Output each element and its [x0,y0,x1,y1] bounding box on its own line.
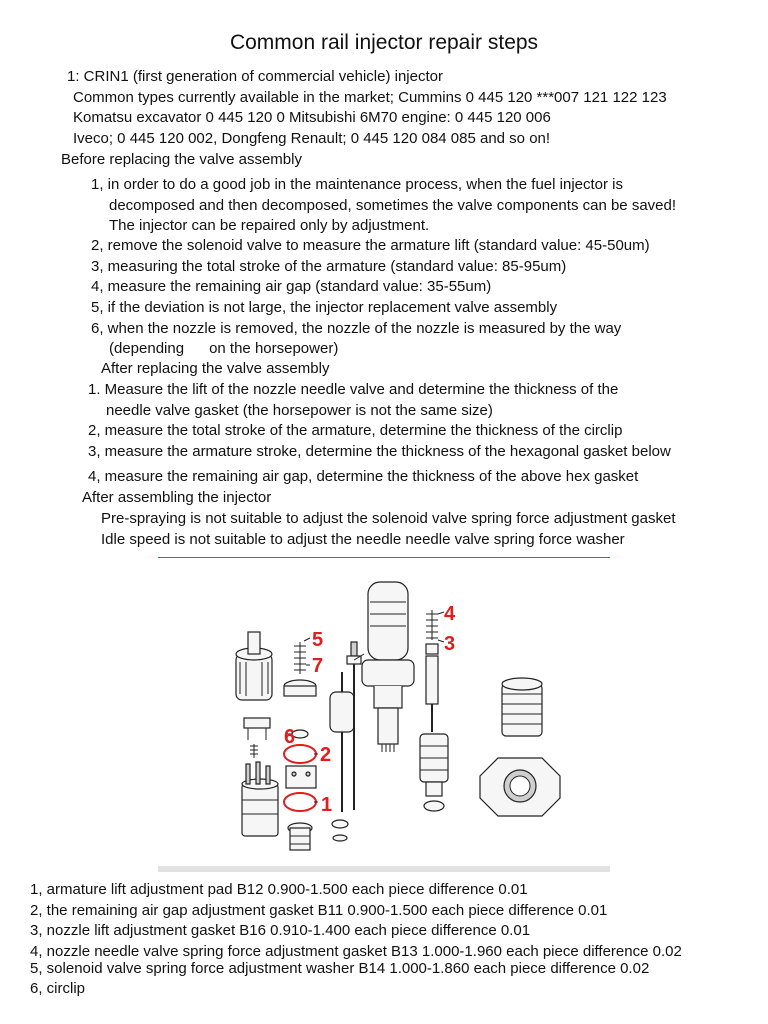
callout-7: 7 [312,655,324,677]
clamp-part [480,758,560,816]
assembling-heading: After assembling the injector [82,489,272,506]
nozzle-washer-part [424,801,444,811]
solenoid-cap-part [236,632,272,700]
nozzle-needle-part [426,656,438,732]
before-step-5: 5, if the deviation is not large, the injector replacement valve assembly [91,299,558,316]
before-step-2: 2, remove the solenoid valve to measure the armature lift (standard value: 45-50um) [91,237,650,254]
legend-item-6: 6, circlip [30,980,86,997]
before-heading: Before replacing the valve assembly [61,151,302,168]
intro-line-2: Common types currently available in the market; Cummins 0 445 120 ***007 121 122 123 [73,89,667,106]
callout-1: 1 [321,794,333,816]
coupling-nut-part [502,678,542,736]
callout-2: 2 [320,744,332,766]
legend-item-4: 4, nozzle needle valve spring force adjustment gasket B13 1.000-1.960 each piece difference 0.02 [30,943,682,960]
solenoid-body-part [242,762,278,836]
callout-5: 5 [312,629,324,651]
before-step-6-line-2: (depending on the horsepower) [109,340,339,357]
assembling-line-1: Pre-spraying is not suitable to adjust the solenoid valve spring force adjustment gasket [101,510,676,527]
connector-bracket-part [244,718,270,740]
legend-item-2: 2, the remaining air gap adjustment gasket B11 0.900-1.500 each piece difference 0.01 [30,902,608,919]
intro-line-4: Iveco; 0 445 120 002, Dongfeng Renault; 0 445 120 084 085 and so on! [73,130,551,147]
valve-plate-part [286,766,316,788]
injector-body-part [354,582,414,752]
after-step-3: 3, measure the armature stroke, determine the thickness of the hexagonal gasket below [88,443,671,460]
nozzle-nut-part [420,734,448,796]
after-step-1-line-2: needle valve gasket (the horsepower is not the same size) [106,402,493,419]
legend-item-5: 5, solenoid valve spring force adjustment washer B14 1.000-1.860 each piece difference 0.02 [30,960,650,977]
assembling-line-2: Idle speed is not suitable to adjust the needle needle valve spring force washer [101,531,625,548]
needle-spring-part [426,610,438,654]
valve-needle-part [330,642,361,812]
after-step-1-line-1: 1. Measure the lift of the nozzle needle valve and determine the thickness of the [88,381,619,398]
before-step-3: 3, measuring the total stroke of the armature (standard value: 85-95um) [91,258,567,275]
gasket-1-ring [284,793,316,811]
diagram-bottom-strip [158,866,610,872]
legend-item-1: 1, armature lift adjustment pad B12 0.900-1.500 each piece difference 0.01 [30,881,528,898]
before-step-1-line-3: The injector can be repaired only by adjustment. [109,217,430,234]
page-title: Common rail injector repair steps [229,31,539,54]
before-step-4: 4, measure the remaining air gap (standard value: 35-55um) [91,278,492,295]
before-step-6-line-1: 6, when the nozzle is removed, the nozzle of the nozzle is measured by the way [91,320,622,337]
small-spring-part [250,744,258,758]
callout-6: 6 [284,726,296,748]
valve-piece-part [288,823,312,850]
small-ring-part [333,835,347,841]
legend-item-3: 3, nozzle lift adjustment gasket B16 0.910-1.400 each piece difference 0.01 [30,922,531,939]
after-step-2: 2, measure the total stroke of the armature, determine the thickness of the circlip [88,422,623,439]
intro-line-1: 1: CRIN1 (first generation of commercial vehicle) injector [67,68,443,85]
before-step-1-line-1: 1, in order to do a good job in the maintenance process, when the fuel injector is [91,176,623,193]
callout-4: 4 [444,603,456,625]
intro-line-3: Komatsu excavator 0 445 120 0 Mitsubishi 6M70 engine: 0 445 120 006 [73,109,551,126]
small-washer-part [332,820,348,828]
before-step-1-line-2: decomposed and then decomposed, sometimes the valve components can be saved! [109,197,677,214]
section-divider [158,557,610,558]
injector-exploded-diagram [158,562,610,872]
callout-3: 3 [444,633,456,655]
after-step-4: 4, measure the remaining air gap, determine the thickness of the above hex gasket [88,468,639,485]
after-heading: After replacing the valve assembly [101,360,330,377]
